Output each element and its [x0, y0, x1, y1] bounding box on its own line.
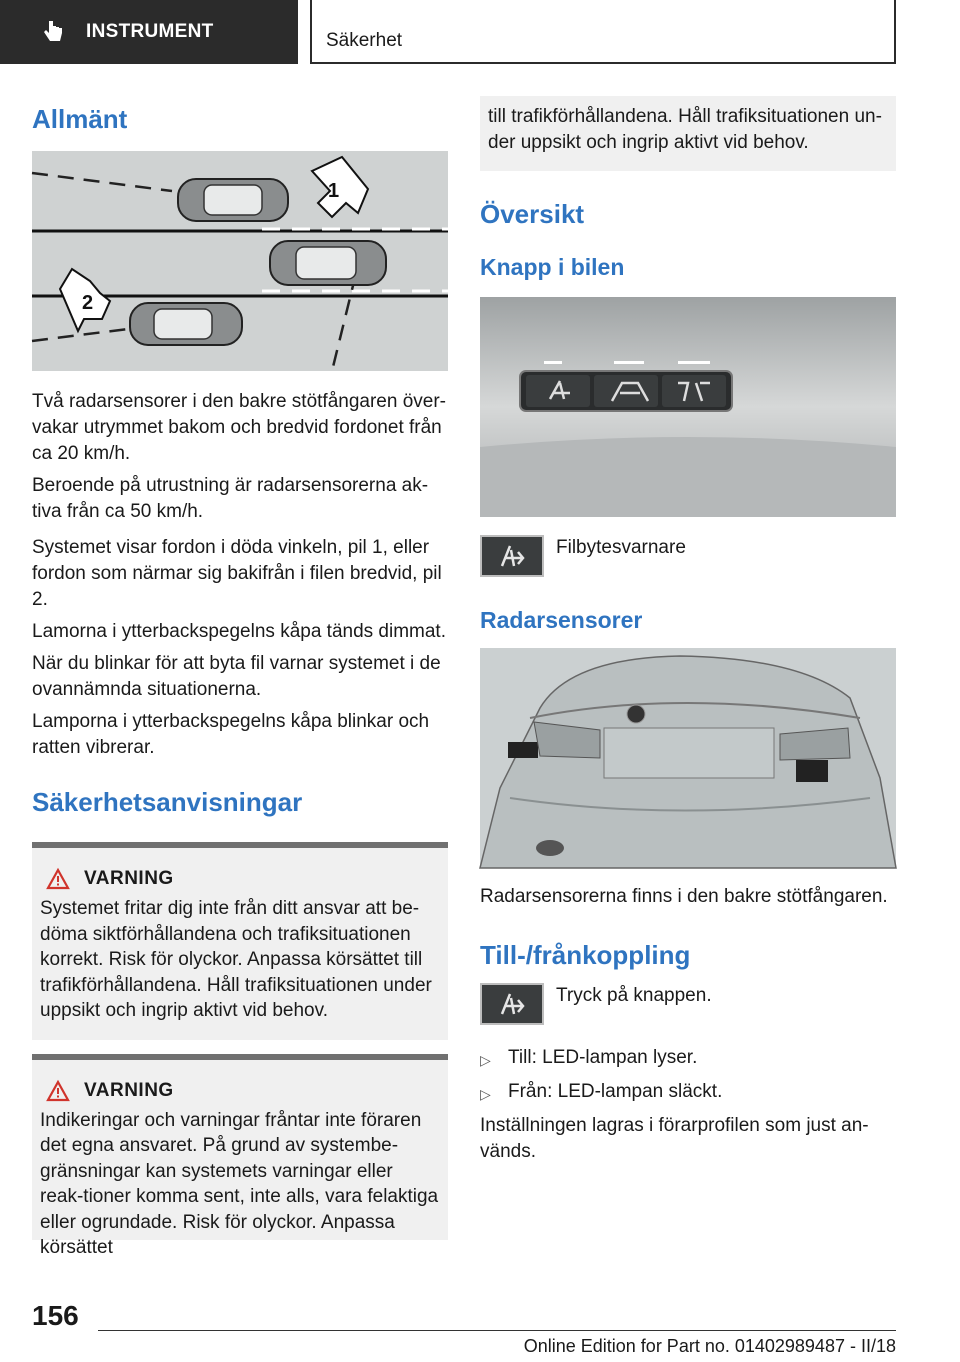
warning-text-continued: till trafikförhållandena. Håll trafiksituationen un-der uppsikt och ingrip aktivt vid behov. — [488, 106, 882, 153]
warning-label: VARNING — [84, 1079, 174, 1101]
heading-till-frankoppling: Till-/frånkoppling — [480, 940, 691, 970]
lane-change-warning-button[interactable] — [480, 983, 544, 1025]
footer-edition: Online Edition for Part no. 01402989487 - II/18 — [523, 1336, 896, 1356]
warning-text: Indikeringar och varningar fråntar inte föraren det egna ansvaret. På grund av systembe-gränsningar kan systemets varningar eller reak-tioner komma sent, inte alls, vara felaktiga eller ogrundade. Risk för olyckor. Anpassa körsättet — [40, 1109, 439, 1258]
car-rear-photo-svg — [480, 648, 896, 868]
paragraph: Lamporna i ytterbackspegelns kåpa blinkar och ratten vibrerar. — [32, 711, 430, 758]
heading-oversikt: Översikt — [480, 199, 585, 229]
list-item-text: Från: LED-lampan släckt. — [508, 1081, 723, 1102]
section-tab-label: INSTRUMENT — [86, 21, 214, 42]
car-3 — [130, 303, 242, 345]
warning-triangle-icon — [46, 868, 70, 890]
car-1 — [178, 179, 288, 221]
buttons-photo-svg — [480, 297, 896, 517]
chapter-header — [310, 0, 896, 64]
stored-text: Inställningen lagras i förarprofilen som just an-vänds. — [480, 1115, 869, 1162]
heading-allmant: Allmänt — [32, 104, 128, 134]
warning-box-continued — [480, 96, 896, 171]
right-column — [480, 96, 896, 1165]
lane-change-icon — [492, 542, 532, 570]
filbyte-row — [480, 535, 896, 577]
left-column — [32, 96, 448, 1258]
list-item-text: Till: LED-lampan lyser. — [508, 1047, 698, 1068]
paragraph: Två radarsensorer i den bakre stötfångaren över-vakar utrymmet bakom och bredvid fordonet från ca 20 km/h. — [32, 391, 446, 464]
diagram-arrow-2-label: 2 — [82, 292, 94, 314]
warning-text: Systemet fritar dig inte från ditt ansvar att be-döma siktförhållandena och trafiksituationen korrekt. Risk för olyckor. Anpassa körsättet till trafikförhållandena. Håll trafiksituationen under uppsikt och ingrip aktivt vid behov. — [40, 898, 432, 1021]
lane-change-icon — [492, 990, 532, 1018]
paragraph: Beroende på utrustning är radarsensorerna ak-tiva från ca 50 km/h. — [32, 475, 429, 522]
bmw-logo-icon — [627, 705, 645, 723]
paragraph: Systemet visar fordon i döda vinkeln, pil 1, eller fordon som närmar sig bakifrån i filen bredvid, pil 2. — [32, 537, 442, 610]
buttons-photo — [480, 297, 896, 517]
press-button-text: Tryck på knappen. — [556, 985, 712, 1006]
diagram-arrow-1-label: 1 — [328, 180, 340, 202]
page-number: 156 — [32, 1300, 79, 1331]
heading-radarsensorer: Radarsensorer — [480, 607, 643, 633]
triangle-bullet-icon: ▷ — [480, 1086, 491, 1102]
press-button-row — [480, 983, 896, 1025]
paragraph: När du blinkar för att byta fil varnar systemet i de ovannämnda situationerna. — [32, 653, 441, 700]
triangle-bullet-icon: ▷ — [480, 1052, 491, 1068]
status-list — [480, 1045, 896, 1107]
section-tab[interactable] — [0, 0, 298, 64]
warning-label: VARNING — [84, 868, 174, 889]
radar-sensor-left — [508, 742, 538, 758]
heading-sakerhetsanvisningar: Säkerhetsanvisningar — [32, 787, 303, 817]
footer-divider — [98, 1330, 896, 1331]
radar-sensor-right — [796, 760, 828, 782]
heading-knapp-i-bilen: Knapp i bilen — [480, 254, 625, 280]
pointing-hand-icon — [40, 19, 66, 45]
list-item — [480, 1079, 896, 1107]
blind-spot-diagram — [32, 151, 448, 371]
blind-spot-diagram-svg — [32, 151, 448, 371]
warning-box-2 — [32, 1054, 448, 1258]
car-2 — [270, 241, 386, 285]
exhaust-pipe — [536, 840, 564, 856]
list-item — [480, 1045, 896, 1073]
paragraph: Lamorna i ytterbackspegelns kåpa tänds dimmat. — [32, 621, 446, 642]
warning-box-1 — [32, 842, 448, 1040]
lane-change-warning-button[interactable] — [480, 535, 544, 577]
warning-triangle-icon — [46, 1080, 70, 1102]
radar-caption: Radarsensorerna finns i den bakre stötfångaren. — [480, 886, 888, 907]
car-rear-photo — [480, 648, 896, 868]
filbyte-label: Filbytesvarnare — [556, 537, 686, 558]
chapter-title: Säkerhet — [326, 30, 403, 51]
